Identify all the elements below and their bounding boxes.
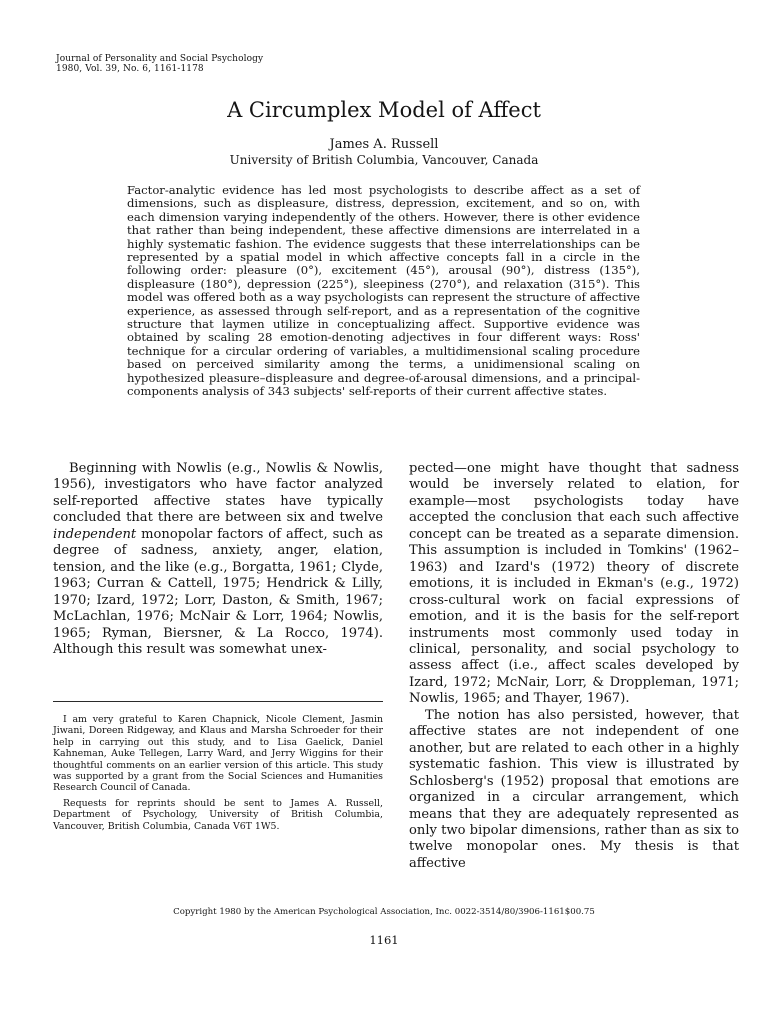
body-text: monopolar factors of affect, such as degree of sadness, anxiety, anger, elation, tension, and the like (e.g., Borgatta, 1961; Clyde, 1963; Curran & Cattell, 1975; Hendrick & Lilly, 1970; Izard, 1972; Lorr, Daston, & Smith, 1967; McLachlan, 1976; McNair & Lorr, 1964; Nowlis, 1965; Ryman, Biersner, & La Rocco, 1974). Although this result was somewhat unex- [53,526,383,657]
copyright-notice: Copyright 1980 by the American Psychological Association, Inc. 0022-3514/80/3906-1161$00.75 [173,907,595,917]
author-affiliation: University of British Columbia, Vancouver, Canada [229,153,539,167]
body-column-left [53,461,383,658]
body-paragraph [53,461,383,658]
journal-citation: 1980, Vol. 39, No. 6, 1161-1178 [56,64,204,74]
abstract: Factor-analytic evidence has led most psychologists to describe affect as a set of dimensions, such as displeasure, distress, depression, excitement, and so on, with each dimension varying independently of the others. However, there is other evidence that rather than being independent, these affective dimensions are interrelated in a highly systematic fashion. The evidence suggests that these interrelationships can be represented by a spatial model in which affective concepts fall in a circle in the following order: pleasure (0°), excitement (45°), arousal (90°), distress (135°), displeasure (180°), depression (225°), sleepiness (270°), and relaxation (315°). This model was offered both as a way psychologists can represent the structure of affective experience, as assessed through self-report, and as a representation of the cognitive structure that laymen utilize in conceptualizing affect. Supportive evidence was obtained by scaling 28 emotion-denoting adjectives in four different ways: Ross' technique for a circular ordering of variables, a multidimensional scaling procedure based on perceived similarity among the terms, a unidimensional scaling on hypothesized pleasure–displeasure and degree-of-arousal dimensions, and a principal-components analysis of 343 subjects' self-reports of their current affective states. [127,183,640,399]
body-column-right [409,461,739,872]
author-name: James A. Russell [329,137,439,152]
body-text: Beginning with Nowlis (e.g., Nowlis & Nowlis, 1956), investigators who have factor analyzed self-reported affective states have typically concluded that there are between six and twelve [53,461,383,526]
footnote-acknowledgment: I am very grateful to Karen Chapnick, Nicole Clement, Jasmin Jiwani, Doreen Ridgeway, and Klaus and Marsha Schroeder for their help in carrying out this study, and to Lisa Gaelick, Daniel Kahneman, Auke Tellegen, Larry Ward, and Jerry Wiggins for their thoughtful comments on an earlier version of this article. This study was supported by a grant from the Social Sciences and Humanities Research Council of Canada. [53,714,383,794]
body-paragraph: The notion has also persisted, however, that affective states are not independent of one another, but are related to each other in a highly systematic fashion. This view is illustrated by Schlosberg's (1952) proposal that emotions are organized in a circular arrangement, which means that they are adequately represented as only two bipolar dimensions, rather than as six to twelve monopolar ones. My thesis is that affective [409,707,739,871]
body-paragraph: pected—one might have thought that sadness would be inversely related to elation, for example—most psychologists today have accepted the conclusion that each such affective concept can be treated as a separate dimension. This assumption is included in Tomkins' (1962–1963) and Izard's (1972) theory of discrete emotions, it is included in Ekman's (e.g., 1972) cross-cultural work on facial expressions of emotion, and it is the basis for the self-report instruments most commonly used today in clinical, personality, and social psychology to assess affect (i.e., affect scales developed by Izard, 1972; McNair, Lorr, & Droppleman, 1971; Nowlis, 1965; and Thayer, 1967). [409,461,739,707]
footnote-divider [53,701,383,702]
footnote-reprints: Requests for reprints should be sent to James A. Russell, Department of Psychology, University of British Columbia, Vancouver, British Columbia, Canada V6T 1W5. [53,797,383,832]
journal-name: Journal of Personality and Social Psychology [56,54,264,64]
footnotes [53,714,383,836]
page-number: 1161 [369,933,399,947]
article-title: A Circumplex Model of Affect [227,98,541,122]
journal-header [56,54,263,74]
emphasis-text: independent [53,526,137,542]
